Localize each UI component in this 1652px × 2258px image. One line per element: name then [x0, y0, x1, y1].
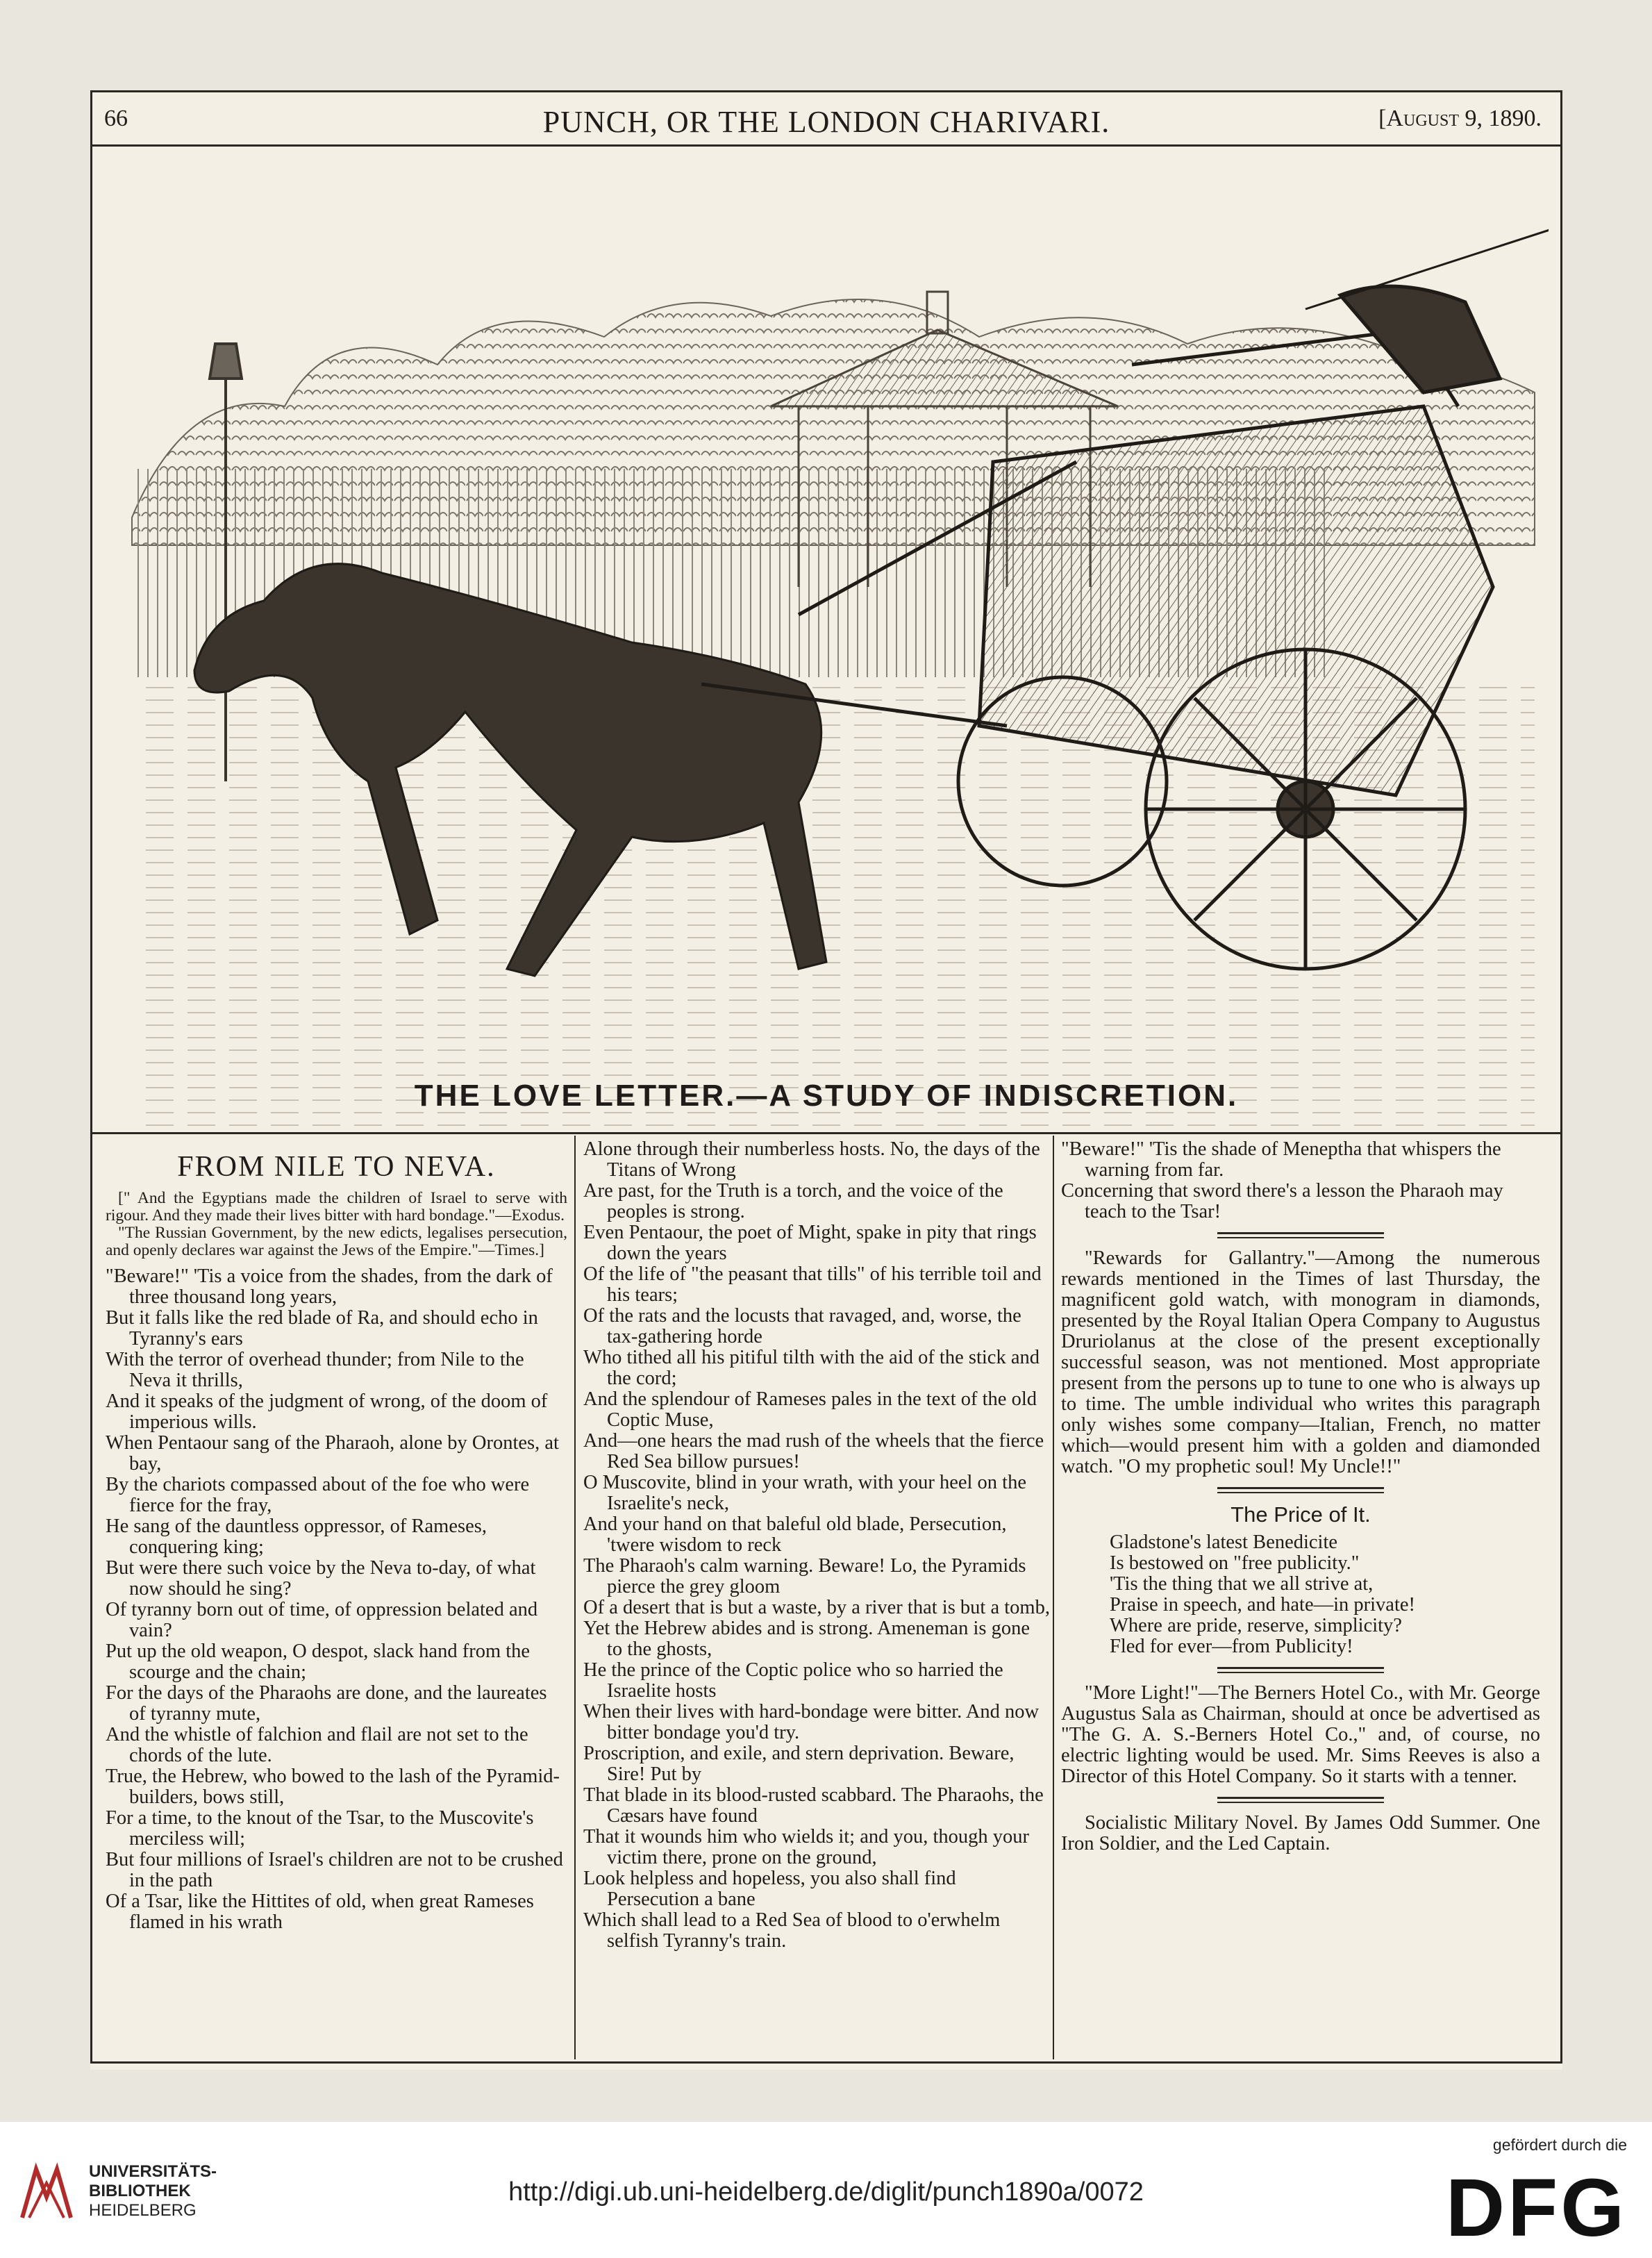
poem-line: "Beware!" 'Tis a voice from the shades, from the dark of three thousand long years,	[106, 1265, 553, 1308]
poem-line: And the splendour of Rameses pales in the text of the old Coptic Muse,	[583, 1388, 1037, 1431]
poem-line: But were there such voice by the Neva to-day, of what now should he sing?	[106, 1557, 536, 1600]
poem-line: That blade in its blood-rusted scabbard. The Pharaohs, the Cæsars have found	[583, 1784, 1044, 1827]
poem-line: He sang of the dauntless oppressor, of Rameses, conquering king;	[106, 1516, 487, 1558]
poem-line: And your hand on that baleful old blade, Persecution, 'twere wisdom to reck	[583, 1513, 1007, 1556]
poem-line: Alone through their numberless hosts. No, the days of the Titans of Wrong	[583, 1139, 1040, 1181]
top-rule	[90, 90, 1562, 92]
verse-line: Fled for ever—from Publicity!	[1110, 1636, 1353, 1657]
poem-line: When Pentaour sang of the Pharaoh, alone by Orontes, at bay,	[106, 1432, 559, 1475]
poem-line: Of the life of "the peasant that tills" of his terrible toil and his tears;	[583, 1263, 1042, 1306]
poem-line: By the chariots compassed about of the foe who were fierce for the fray,	[106, 1474, 530, 1516]
right-rule	[1560, 90, 1562, 2063]
source-url-link[interactable]: http://digi.ub.uni-heidelberg.de/diglit/punch1890a/0072	[508, 2177, 1144, 2207]
rewards-paragraph: "Rewards for Gallantry."—Among the numerous rewards mentioned in the Times of last Thursday, the magnificent gold watch, with monogram in diamonds, presented by the Royal Italian Opera Company to Augustus Druriolanus at the close of the present exceptionally successful season, was not mentioned. Most appropriate present from the persons up to tune to one who is always up to time. The umble individual who writes this paragraph only wishes some company—Italian, French, no matter which—would present him with a golden and diamonded watch. "O my prophetic soul! My Uncle!!"	[1061, 1247, 1540, 1477]
section-divider	[1217, 1797, 1384, 1803]
verse-line: Praise in speech, and hate—in private!	[1110, 1594, 1416, 1616]
caption-rule	[90, 1132, 1562, 1134]
price-of-it-verse	[1061, 1532, 1540, 1657]
poem-line: Are past, for the Truth is a torch, and the voice of the peoples is strong.	[583, 1180, 1003, 1222]
poem-line: He the prince of the Coptic police who so harried the Israelite hosts	[583, 1659, 1003, 1702]
poem-line: Look helpless and hopeless, you also shall find Persecution a bane	[583, 1868, 956, 1910]
section-divider	[1217, 1232, 1384, 1238]
poem-line: And it speaks of the judgment of wrong, of the doom of imperious wills.	[106, 1391, 548, 1433]
cab-illustration	[104, 156, 1549, 1143]
column-poem-part2	[583, 1139, 1050, 2056]
poem-line: Of a desert that is but a waste, by a river that is but a tomb,	[583, 1597, 1050, 1618]
poem-line: For a time, to the knout of the Tsar, to the Muscovite's merciless will;	[106, 1807, 534, 1850]
column-poem-part1	[106, 1139, 567, 2056]
section-divider	[1217, 1487, 1384, 1493]
poem-line: Even Pentaour, the poet of Might, spake in pity that rings down the years	[583, 1222, 1037, 1264]
verse-line: Gladstone's latest Benedicite	[1110, 1531, 1338, 1553]
novel-paragraph: Socialistic Military Novel. By James Odd Summer. One Iron Soldier, and the Led Captain.	[1061, 1812, 1540, 1854]
poem-line: Who tithed all his pitiful tilth with the aid of the stick and the cord;	[583, 1347, 1040, 1389]
sponsor-label: gefördert durch die	[1492, 2136, 1627, 2154]
poem-line: When their lives with hard-bondage were bitter. And now bitter bondage you'd try.	[583, 1701, 1040, 1743]
header-rule	[90, 144, 1562, 147]
more-light-paragraph: "More Light!"—The Berners Hotel Co., with Mr. George Augustus Sala as Chairman, should at once be advertised as "The G. A. S.-Berners Hotel Co.," and, of course, no electric lighting would be used. Mr. Sims Reeves is also a Director of this Hotel Company. So it starts with a tenner.	[1061, 1682, 1540, 1787]
library-line-2: BIBLIOTHEK	[89, 2182, 191, 2200]
bottom-rule	[90, 2061, 1562, 2064]
issue-date: [August 9, 1890.	[1378, 106, 1542, 131]
poem-lines	[106, 1266, 567, 1933]
price-of-it-title: The Price of It.	[1230, 1502, 1371, 1527]
section-divider	[1217, 1667, 1384, 1673]
verse-line: "Beware!" 'Tis the shade of Meneptha that whispers the warning from far.	[1061, 1139, 1501, 1181]
library-line-1: UNIVERSITÄTS-	[89, 2162, 217, 2181]
poem-line: That it wounds him who wields it; and you, though your victim there, prone on the ground,	[583, 1826, 1030, 1868]
illustration-caption: THE LOVE LETTER.—A STUDY OF INDISCRETION.	[414, 1079, 1239, 1113]
beware-couplet	[1061, 1139, 1540, 1222]
poem-line: Proscription, and exile, and stern deprivation. Beware, Sire! Put by	[583, 1743, 1015, 1785]
masthead-title: PUNCH, OR THE LONDON CHARIVARI.	[542, 105, 1110, 139]
poem-line: Of tyranny born out of time, of oppression belated and vain?	[106, 1599, 538, 1641]
poem-line: But it falls like the red blade of Ra, and should echo in Tyranny's ears	[106, 1307, 538, 1350]
poem-line: Yet the Hebrew abides and is strong. Ameneman is gone to the ghosts,	[583, 1618, 1030, 1660]
poem-line: And the whistle of falchion and flail are not set to the chords of the lute.	[106, 1724, 528, 1766]
library-line-3: HEIDELBERG	[89, 2201, 197, 2220]
poem-line: Of the rats and the locusts that ravaged, and, worse, the tax-gathering horde	[583, 1305, 1021, 1347]
digitization-footer	[0, 2122, 1652, 2258]
page-number: 66	[104, 106, 128, 131]
column-paragraphs	[1061, 1139, 1540, 2056]
poem-line: With the terror of overhead thunder; from Nile to the Neva it thrills,	[106, 1349, 524, 1391]
poem-line: The Pharaoh's calm warning. Beware! Lo, the Pyramids pierce the grey gloom	[583, 1555, 1026, 1597]
poem-lines-continued	[583, 1139, 1050, 1952]
poem-line: And—one hears the mad rush of the wheels that the fierce Red Sea billow pursues!	[583, 1430, 1044, 1472]
poem-line: Of a Tsar, like the Hittites of old, when great Rameses flamed in his wrath	[106, 1891, 534, 1933]
poem-line: True, the Hebrew, who bowed to the lash of the Pyramid-builders, bows still,	[106, 1766, 560, 1808]
poem-line: But four millions of Israel's children are not to be crushed in the path	[106, 1849, 563, 1891]
dfg-logo: DFG	[1445, 2162, 1627, 2254]
left-rule	[90, 90, 92, 2063]
verse-line: Is bestowed on "free publicity."	[1110, 1552, 1360, 1574]
poem-line: Which shall lead to a Red Sea of blood to o'erwhelm selfish Tyranny's train.	[583, 1909, 1001, 1952]
column-divider-2	[1053, 1136, 1054, 2059]
verse-line: 'Tis the thing that we all strive at,	[1110, 1573, 1374, 1595]
poem-line: Put up the old weapon, O despot, slack hand from the scourge and the chain;	[106, 1641, 531, 1683]
poem-line: For the days of the Pharaohs are done, and the laureates of tyranny mute,	[106, 1682, 547, 1725]
verse-line: Where are pride, reserve, simplicity?	[1110, 1615, 1402, 1636]
epigraph-exodus: [" And the Egyptians made the children of Israel to serve with rigour. And they made their lives bitter with hard bondage."—Exodus.	[106, 1189, 567, 1225]
epigraph-times: "The Russian Government, by the new edicts, legalises persecution, and openly declares war against the Jews of the Empire."—Times.]	[106, 1224, 567, 1259]
poem-line: O Muscovite, blind in your wrath, with your heel on the Israelite's neck,	[583, 1472, 1026, 1514]
verse-line: Concerning that sword there's a lesson the Pharaoh may teach to the Tsar!	[1061, 1180, 1503, 1222]
poem-title: FROM NILE TO NEVA.	[177, 1151, 496, 1183]
column-divider-1	[574, 1136, 576, 2059]
magazine-page	[90, 90, 1562, 2070]
